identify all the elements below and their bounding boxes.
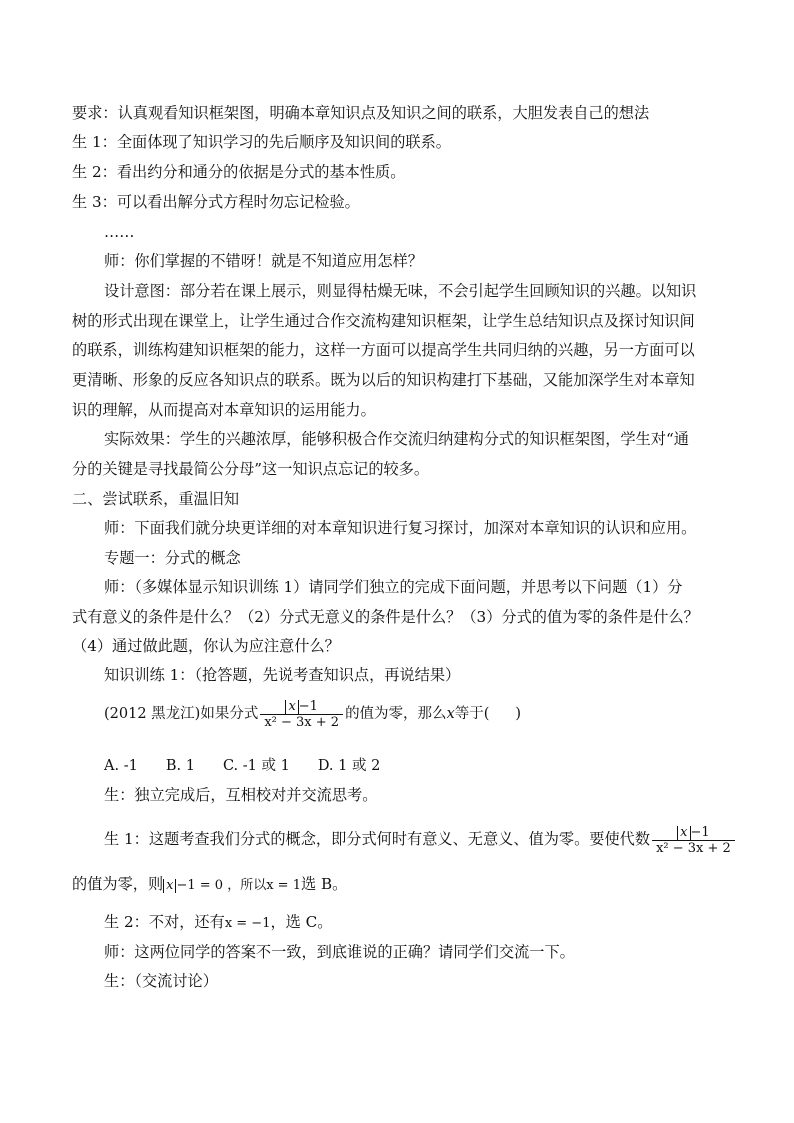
text-line: 生 1：全面体现了知识学习的先后顺序及知识间的联系。 [72,133,451,151]
text-line: 师：（多媒体显示知识训练 1）请同学们独立的完成下面问题，并思考以下问题（1）分 [104,578,683,596]
text-line: 更清晰、形象的反应各知识点的联系。既为以后的知识构建打下基础，又能加深学生对本章知 [72,371,695,389]
choice-b: B. 1 [165,758,195,774]
variable: x [446,706,455,722]
fraction [652,825,735,856]
math-expression: x = 1 [266,878,301,893]
answer-line [104,912,332,934]
answer-text: 选 B。 [300,875,348,893]
answer-text: 的值为零，则 [72,875,164,893]
variable: x [680,824,688,840]
topic-heading: 专题一：分式的概念 [104,549,241,567]
question-close: ) [515,706,522,722]
question-line [104,697,521,731]
numerator-rest: −1 [298,698,318,714]
text-line: 分的关键是寻找最简公分母”这一知识点忘记的较多。 [72,460,430,478]
question-tail: 等于( [454,706,490,722]
answer-text: 生 2：不对，还有 [104,913,225,931]
text-line: 师：你们掌握的不错呀！就是不知道应用怎样？ [104,252,423,270]
text-line: 实际效果：学生的兴趣浓厚，能够积极合作交流归纳建构分式的知识框架图，学生对“通 [104,430,689,448]
variable: x [288,698,296,714]
text-line: 树的形式出现在课堂上，让学生通过合作交流构建知识框架，让学生总结知识点及探讨知识间 [72,312,695,330]
answer-text: 生 1：这题考查我们分式的概念，即分式何时有意义、无意义、值为零。要使代数 [104,830,651,848]
choice-c: C. -1 或 1 [222,758,290,774]
denominator: x² − 3x + 2 [264,714,340,730]
fraction [260,699,343,730]
text-line: 生 3：可以看出解分式方程时勿忘记检验。 [72,193,360,211]
variable: x [166,878,174,893]
question-prefix: (2012 黑龙江)如果分式 [104,706,259,722]
choice-a: A. -1 [104,758,138,774]
math-expression: −1 = 0 ，所以 [176,878,267,893]
question-suffix: 的值为零，那么 [345,706,447,722]
math-expression: x = −1 [224,916,271,931]
section-heading: 二、尝试联系，重温旧知 [72,490,240,508]
answer-text: ，选 C。 [270,913,333,931]
text-line: 知识训练 1：（抢答题，先说考查知识点，再说结果） [104,666,461,684]
text-line: …… [104,223,135,241]
text-line: 师：这两位同学的答案不一致，到底谁说的正确？请同学们交流一下。 [104,943,575,961]
text-line: 生：（交流讨论） [104,972,218,990]
text-line: 的联系，训练构建知识框架的能力，这样一方面可以提高学生共同归纳的兴趣，另一方面可以 [72,341,695,359]
text-line: （4）通过做此题，你认为应注意什么？ [72,637,340,655]
text-line: 师：下面我们就分块更详细的对本章知识进行复习探讨，加深对本章知识的认识和应用。 [104,519,697,537]
denominator: x² − 3x + 2 [656,840,731,856]
answer-line [104,820,737,858]
text-line: 识的理解，从而提高对本章知识的运用能力。 [72,401,376,419]
choice-d: D. 1 或 2 [317,758,381,774]
numerator-rest: −1 [690,824,710,840]
text-line: 设计意图：部分若在课上展示，则显得枯燥无味，不会引起学生回顾知识的兴趣。以知识 [104,282,697,300]
answer-line [72,874,347,896]
text-line: 式有意义的条件是什么？（2）分式无意义的条件是什么？（3）分式的值为零的条件是什么？ [72,608,699,626]
text-line: 生：独立完成后，互相校对并交流思考。 [104,786,378,804]
text-line: 要求：认真观看知识框架图，明确本章知识点及知识之间的联系，大胆发表自己的想法 [72,104,650,122]
choices-line [104,756,380,776]
text-line: 生 2：看出约分和通分的依据是分式的基本性质。 [72,163,406,181]
